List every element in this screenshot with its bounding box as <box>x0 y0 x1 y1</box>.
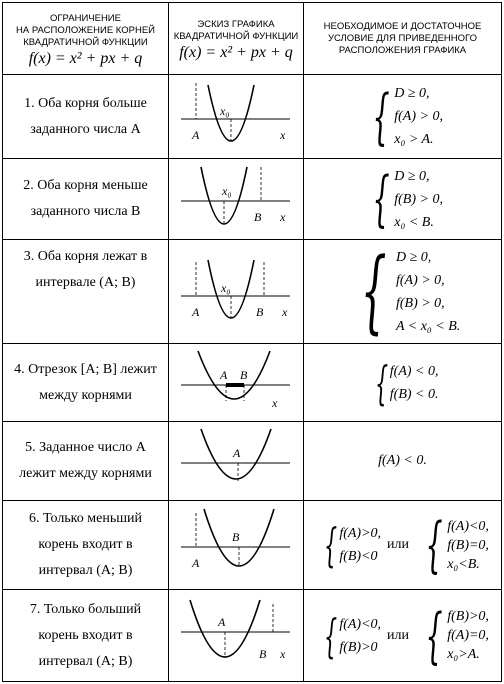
table-row <box>3 422 502 501</box>
condition-line: A < x₀ < B. <box>395 318 461 334</box>
sketch-cell <box>169 590 304 682</box>
x0-label: x₀ <box>222 184 232 198</box>
restriction-cell <box>3 75 169 159</box>
header-col-sketch <box>169 3 304 75</box>
restriction-text: 2. Оба корня меньше <box>23 178 148 193</box>
condition-line: f(B)=0, <box>447 537 489 553</box>
table-row <box>3 501 502 590</box>
sketch-cell <box>169 422 304 501</box>
header-text: КВАДРАТИЧНОЙ ФУНКЦИИ <box>23 36 148 48</box>
table-row <box>3 344 502 422</box>
x0-label: x₀ <box>221 280 231 295</box>
condition-line: x₀<B. <box>447 556 480 572</box>
condition-line: f(B) < 0. <box>389 386 439 402</box>
condition-line: f(B)>0, <box>447 609 489 624</box>
x-axis-label: x <box>282 304 288 319</box>
table-row <box>3 240 502 344</box>
restriction-cell <box>3 240 169 344</box>
b-label: B <box>259 646 267 661</box>
restriction-cell <box>3 501 169 590</box>
parabola-sketch <box>176 77 296 157</box>
condition-line: f(A)>0, <box>339 526 382 541</box>
or-label: или <box>387 627 410 643</box>
restriction-text: 6. Только меньший <box>29 511 142 526</box>
restriction-text: между корнями <box>39 387 132 403</box>
condition-cell: { f(A) < 0, f(B) < 0. <box>304 344 502 422</box>
condition-line: f(A)=0, <box>447 628 489 643</box>
header-col-restriction <box>3 3 169 75</box>
parabola-sketch <box>176 425 296 497</box>
condition-line: x₀ < B. <box>394 214 434 230</box>
restriction-text: заданного числа A <box>30 121 141 137</box>
restriction-text: 4. Отрезок [A; B] лежит <box>14 361 157 377</box>
b-label: B <box>256 304 264 319</box>
parabola-sketch <box>176 252 296 332</box>
header-col-condition <box>304 3 502 75</box>
condition-line: f(B)<0 <box>339 549 378 564</box>
condition-cell: { D ≥ 0, f(B) > 0, x₀ < B. <box>304 159 502 240</box>
condition-cell: { D ≥ 0, f(A) > 0, f(B) > 0, A < x₀ < B. <box>304 240 502 344</box>
condition-line: D ≥ 0, <box>394 86 430 101</box>
x-axis-label: x <box>280 646 286 661</box>
condition-line: f(B)>0 <box>339 639 378 655</box>
condition-line: f(A) > 0, <box>395 272 445 288</box>
header-formula: f(x) = x² + px + q <box>28 49 143 67</box>
a-label: A <box>192 556 200 570</box>
condition-line: x₀>A. <box>447 647 480 662</box>
parabola-sketch <box>176 347 296 419</box>
parabola-sketch <box>176 161 296 237</box>
restriction-text: 7. Только больший <box>29 601 142 617</box>
table-row <box>3 75 502 159</box>
parabola-sketch <box>176 596 296 676</box>
a-label: A <box>220 367 228 382</box>
restriction-text: интервале (A; B) <box>35 275 136 290</box>
sketch-cell <box>169 159 304 240</box>
condition-line: f(B) > 0, <box>394 191 443 207</box>
a-label: A <box>218 614 226 629</box>
x-axis-label: x <box>280 127 286 142</box>
condition-line: f(A) < 0, <box>389 363 439 379</box>
x-axis-label: x <box>272 395 278 410</box>
parabola-sketch <box>176 505 296 585</box>
condition-line: D ≥ 0, <box>395 249 432 265</box>
header-text: РАСПОЛОЖЕНИЯ ГРАФИКА <box>338 44 467 56</box>
table-row <box>3 159 502 240</box>
a-label: A <box>233 446 241 460</box>
table-row <box>3 590 502 682</box>
a-label: A <box>192 304 200 319</box>
condition-line: f(B) > 0, <box>395 295 445 311</box>
condition-line: f(A) < 0. <box>378 453 427 468</box>
restriction-text: заданного числа B <box>30 204 141 219</box>
header-text: КВАДРАТИЧНОЙ ФУНКЦИИ <box>173 30 299 42</box>
header-text: ЭСКИЗ ГРАФИКА <box>197 18 275 30</box>
sketch-cell <box>169 240 304 344</box>
restriction-cell <box>3 344 169 422</box>
condition-line: f(A)<0, <box>339 616 382 632</box>
condition-cell <box>304 422 502 501</box>
header-text: УСЛОВИЕ ДЛЯ ПРИВЕДЕННОГО <box>327 32 478 44</box>
restriction-text: 3. Оба корня лежат в <box>23 249 148 264</box>
condition-cell: { D ≥ 0, f(A) > 0, x₀ > A. <box>304 75 502 159</box>
or-label: или <box>387 537 410 552</box>
condition-cell: { f(A)<0, f(B)>0 или { f(B)>0, f(A)=0, x₀>A. <box>304 590 502 682</box>
restriction-text: 5. Заданное число A <box>25 440 146 455</box>
header-text: НЕОБХОДИМОЕ И ДОСТАТОЧНОЕ <box>323 20 482 32</box>
b-label: B <box>240 367 248 382</box>
header-text: ОГРАНИЧЕНИЕ <box>50 12 121 24</box>
restriction-text: интервал (A; B) <box>38 653 133 669</box>
condition-cell: { f(A)>0, f(B)<0 или { f(A)<0, f(B)=0, x₀<B. <box>304 501 502 590</box>
sketch-cell <box>169 75 304 159</box>
condition-line: f(A)<0, <box>447 518 489 534</box>
restriction-text: корень входит в <box>38 627 133 643</box>
restriction-text: корень входит в <box>38 537 133 552</box>
sketch-cell <box>169 344 304 422</box>
b-label: B <box>232 530 240 544</box>
b-label: B <box>254 210 262 224</box>
x-axis-label: x <box>280 210 286 224</box>
header-text: НА РАСПОЛОЖЕНИЕ КОРНЕЙ <box>15 24 155 36</box>
condition-line: x₀ > A. <box>394 132 434 147</box>
a-label: A <box>192 127 200 142</box>
restriction-text: интервал (A; B) <box>38 563 133 578</box>
restriction-cell <box>3 159 169 240</box>
header-formula: f(x) = x² + px + q <box>179 43 293 61</box>
sketch-cell <box>169 501 304 590</box>
condition-line: f(A) > 0, <box>394 109 443 124</box>
restriction-cell <box>3 422 169 501</box>
conditions-table <box>2 2 502 682</box>
condition-line: D ≥ 0, <box>394 168 430 184</box>
x0-label: x₀ <box>220 103 230 118</box>
restriction-text: 1. Оба корня больше <box>24 95 147 111</box>
restriction-cell <box>3 590 169 682</box>
restriction-text: лежит между корнями <box>19 466 152 481</box>
